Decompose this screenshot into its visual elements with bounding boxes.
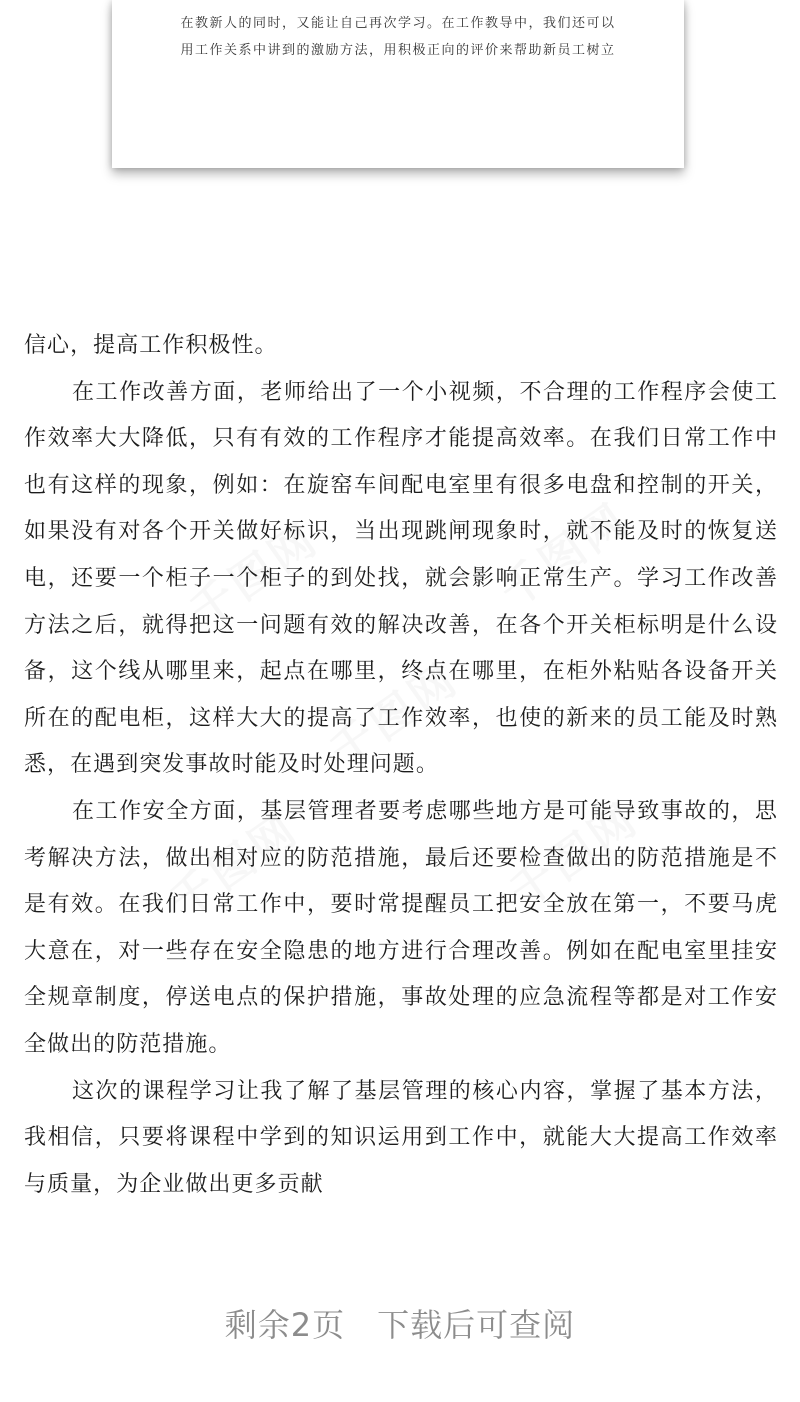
paragraph-work-safety: 在工作安全方面，基层管理者要考虑哪些地方是可能导致事故的，思考解决方法，做出相对应的防范措施，最后还要检查做出的防范措施是不是有效。在我们日常工作中，要时常提醒员工把安全放在第一，不要马虎大意在，对一些存在安全隐患的地方进行合理改善。例如在配电室里挂安全规章制度，停送电点的保护措施，事故处理的应急流程等都是对工作安全做出的防范措施。 bbox=[24, 798, 778, 1057]
preview-line-2: 用工作关系中讲到的激励方法，用积极正向的评价来帮助新员工树立 bbox=[180, 43, 616, 58]
paragraph-continuation: 信心，提高工作积极性。 bbox=[24, 333, 278, 358]
watermark: 千图网 bbox=[180, 513, 329, 638]
document-body bbox=[24, 323, 778, 1208]
watermark: 千图网 bbox=[490, 493, 639, 618]
preview-line-1: 在教新人的同时，又能让自己再次学习。在工作教导中，我们还可以 bbox=[180, 16, 616, 31]
paragraph-work-improvement: 在工作改善方面，老师给出了一个小视频，不合理的工作程序会使工作效率大大降低，只有有效的工作程序才能提高效率。在我们日常工作中也有这样的现象，例如：在旋窑车间配电室里有很多电盘和控制的开关，如果没有对各个开关做好标识，当出现跳闸现象时，就不能及时的恢复送电，还要一个柜子一个柜子的到处找，就会影响正常生产。学习工作改善方法之后，就得把这一问题有效的解决改善，在各个开关柜标明是什么设备，这个线从哪里来，起点在哪里，终点在哪里，在柜外粘贴各设备开关所在的配电柜，这样大大的提高了工作效率，也使的新来的员工能及时熟悉，在遇到突发事故时能及时处理问题。 bbox=[24, 379, 778, 778]
watermark: 千图网 bbox=[160, 803, 309, 928]
download-to-view-text: 下载后可查阅 bbox=[377, 1306, 576, 1344]
previous-page-preview bbox=[112, 0, 684, 168]
remaining-pages-text: 剩余2页 bbox=[224, 1306, 346, 1344]
download-prompt[interactable] bbox=[0, 1300, 800, 1346]
watermark: 千图网 bbox=[500, 793, 649, 918]
watermark: 千图网 bbox=[320, 653, 469, 778]
paragraph-conclusion: 这次的课程学习让我了解了基层管理的核心内容，掌握了基本方法，我相信，只要将课程中学到的知识运用到工作中，就能大大提高工作效率与质量，为企业做出更多贡献 bbox=[24, 1078, 778, 1197]
